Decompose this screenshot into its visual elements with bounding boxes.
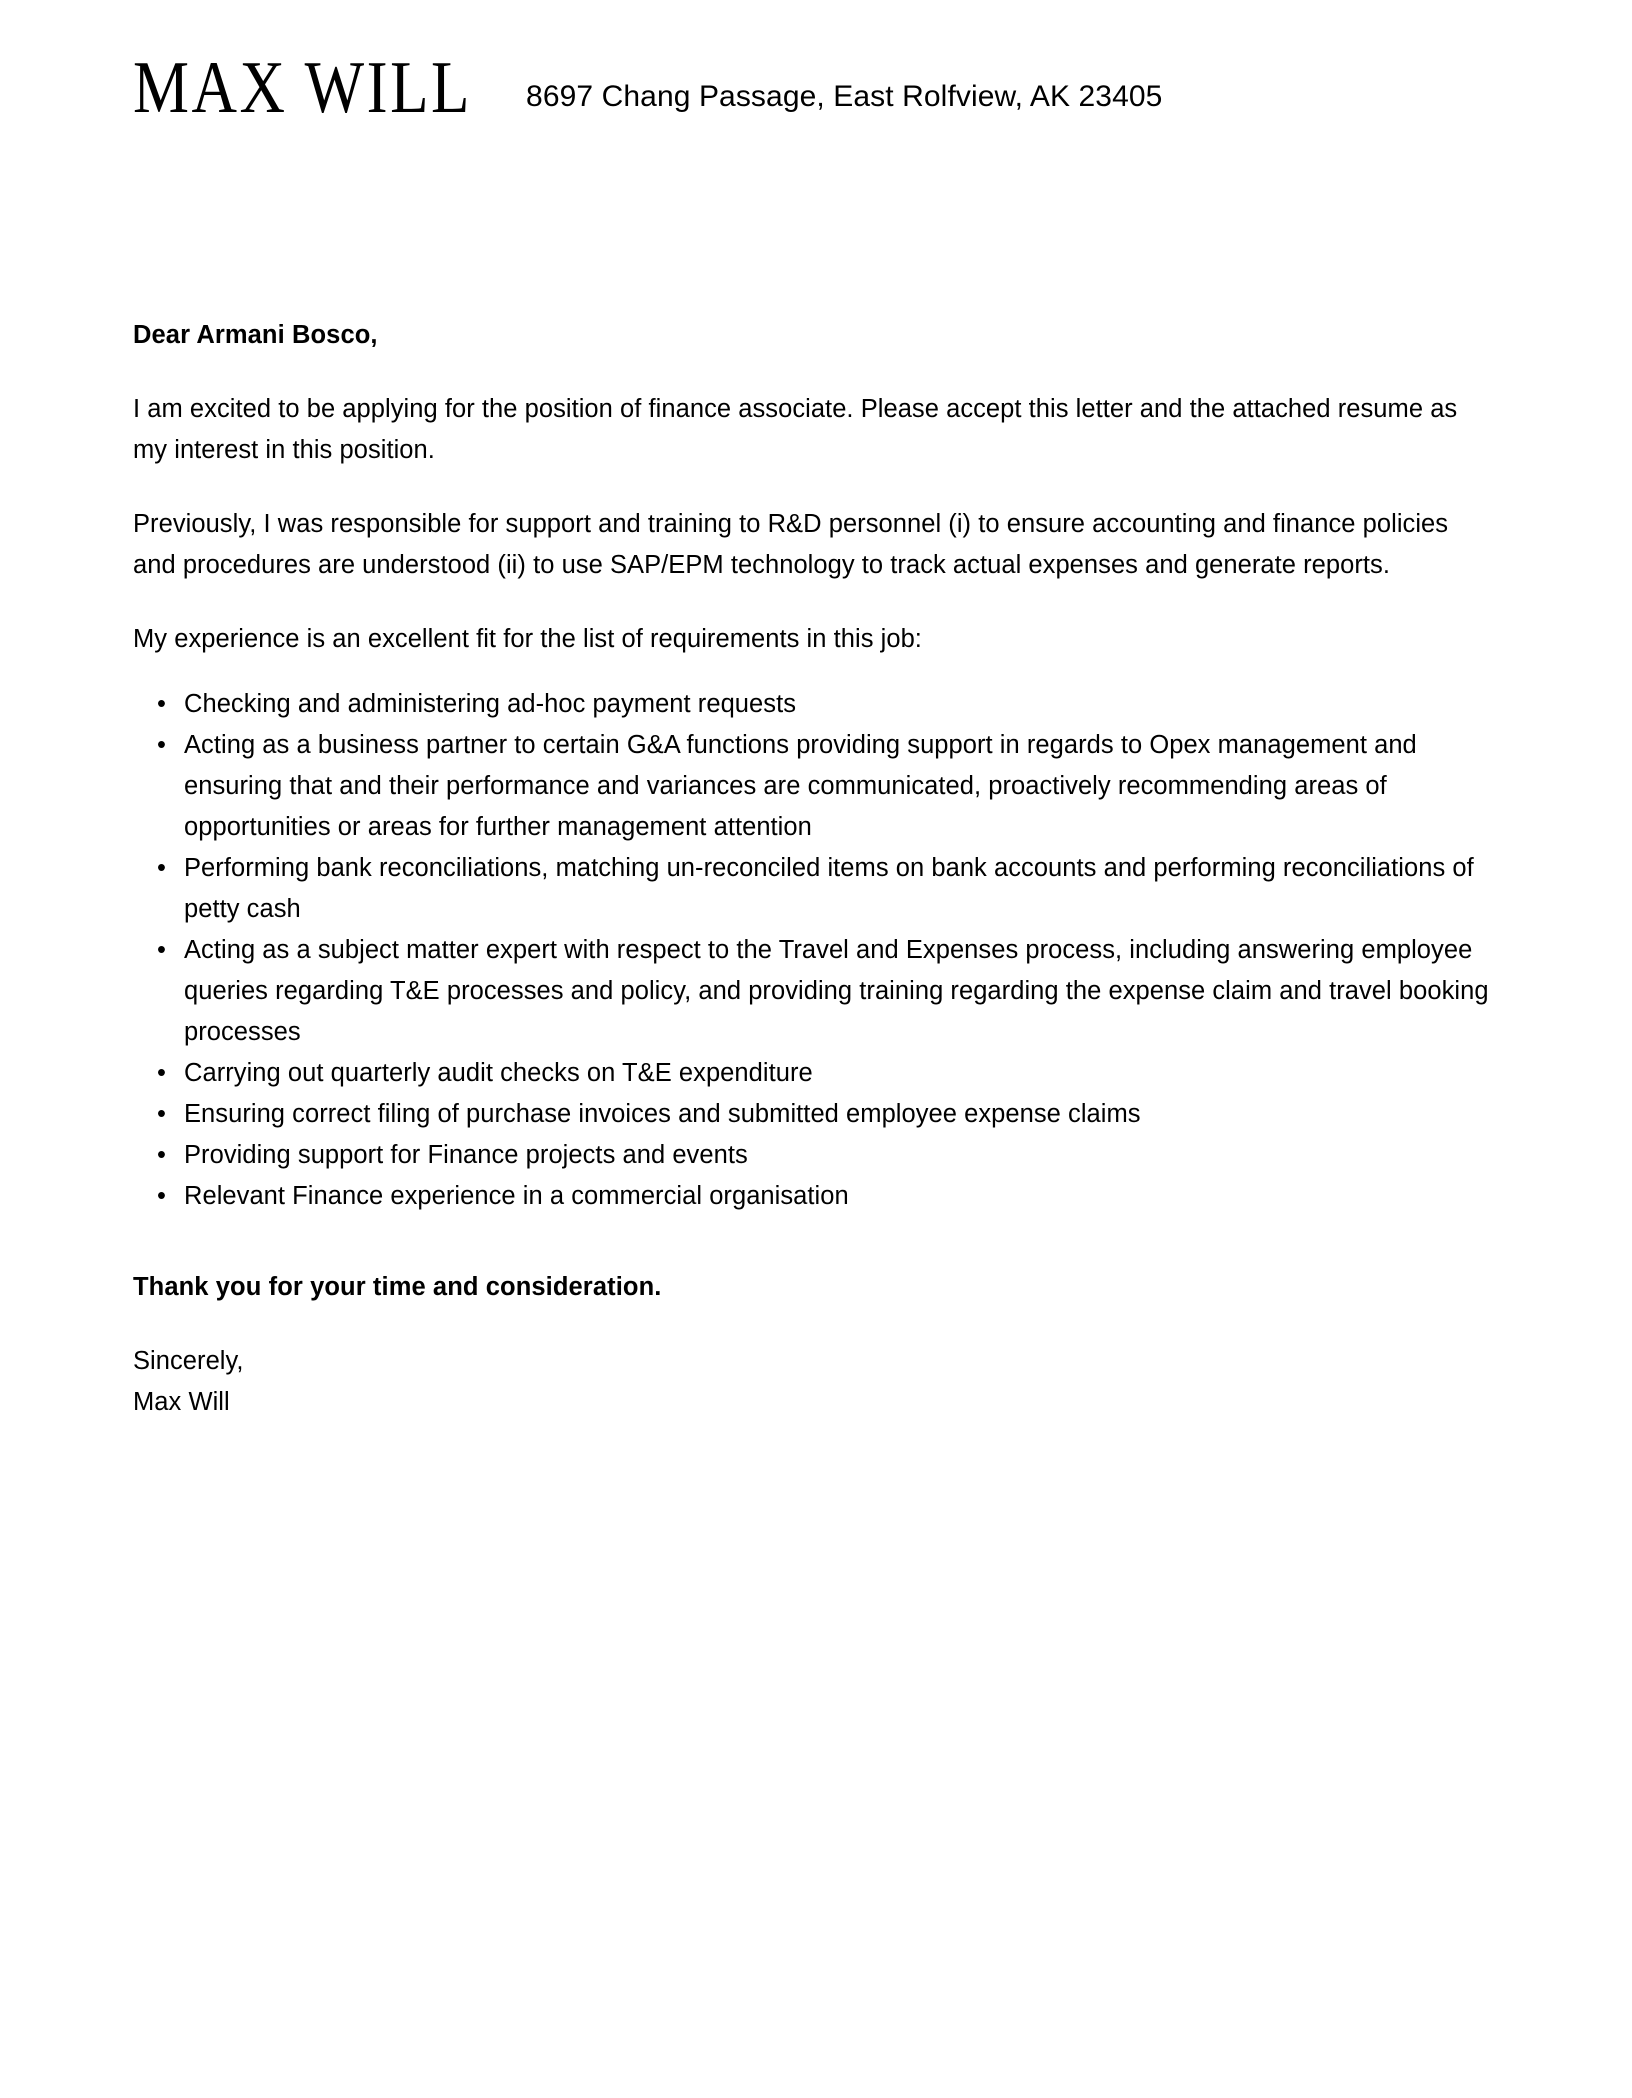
list-item xyxy=(133,848,1496,930)
list-item-label: Providing support for Finance projects and events xyxy=(184,1141,748,1169)
list-item xyxy=(133,1135,1496,1176)
list-item xyxy=(133,1053,1496,1094)
paragraph-experience: Previously, I was responsible for support and training to R&D personnel (i) to ensure accounting and finance policies and procedures are understood (ii) to use SAP/EPM technology to track actual expenses and generate reports. xyxy=(133,510,1449,579)
bullet-icon: • xyxy=(157,936,166,964)
closing-thanks: Thank you for your time and consideration. xyxy=(133,1273,662,1301)
applicant-address: 8697 Chang Passage, East Rolfview, AK 23405 xyxy=(526,80,1163,113)
list-item-label: Checking and administering ad-hoc payment requests xyxy=(184,690,797,718)
list-item-label: Performing bank reconciliations, matching un-reconciled items on bank accounts and performing reconciliations of petty cash xyxy=(184,854,1474,923)
list-item-label: Acting as a business partner to certain G&A functions providing support in regards to Opex management and ensuring that and their performance and variances are communicated, proactively recommending areas of opportunities or areas for further management attention xyxy=(184,731,1417,841)
letter-body xyxy=(133,315,1496,1423)
requirements-intro: My experience is an excellent fit for the list of requirements in this job: xyxy=(133,625,922,653)
requirements-list xyxy=(133,684,1496,1217)
letterhead xyxy=(133,45,1499,129)
bullet-icon: • xyxy=(157,1059,166,1087)
bullet-icon: • xyxy=(157,731,166,759)
bullet-icon: • xyxy=(157,1141,166,1169)
bullet-icon: • xyxy=(157,854,166,882)
bullet-icon: • xyxy=(157,1182,166,1210)
applicant-name-heading: MAX WILL xyxy=(133,45,473,129)
list-item-label: Carrying out quarterly audit checks on T&E expenditure xyxy=(184,1059,813,1087)
list-item-label: Relevant Finance experience in a commercial organisation xyxy=(184,1182,849,1210)
signoff-closing: Sincerely, xyxy=(133,1347,244,1375)
list-item xyxy=(133,1176,1496,1217)
signoff-name: Max Will xyxy=(133,1388,230,1416)
list-item xyxy=(133,1094,1496,1135)
paragraph-intro: I am excited to be applying for the position of finance associate. Please accept this letter and the attached resume as my interest in this position. xyxy=(133,395,1458,464)
bullet-icon: • xyxy=(157,690,166,718)
list-item xyxy=(133,725,1496,848)
list-item-label: Ensuring correct filing of purchase invoices and submitted employee expense claims xyxy=(184,1100,1141,1128)
bullet-icon: • xyxy=(157,1100,166,1128)
list-item-label: Acting as a subject matter expert with respect to the Travel and Expenses process, including answering employee queries regarding T&E processes and policy, and providing training regarding the expense claim and travel booking processes xyxy=(184,936,1489,1046)
list-item xyxy=(133,930,1496,1053)
list-item xyxy=(133,684,1496,725)
signature-block xyxy=(133,1341,1496,1423)
salutation: Dear Armani Bosco, xyxy=(133,321,378,349)
